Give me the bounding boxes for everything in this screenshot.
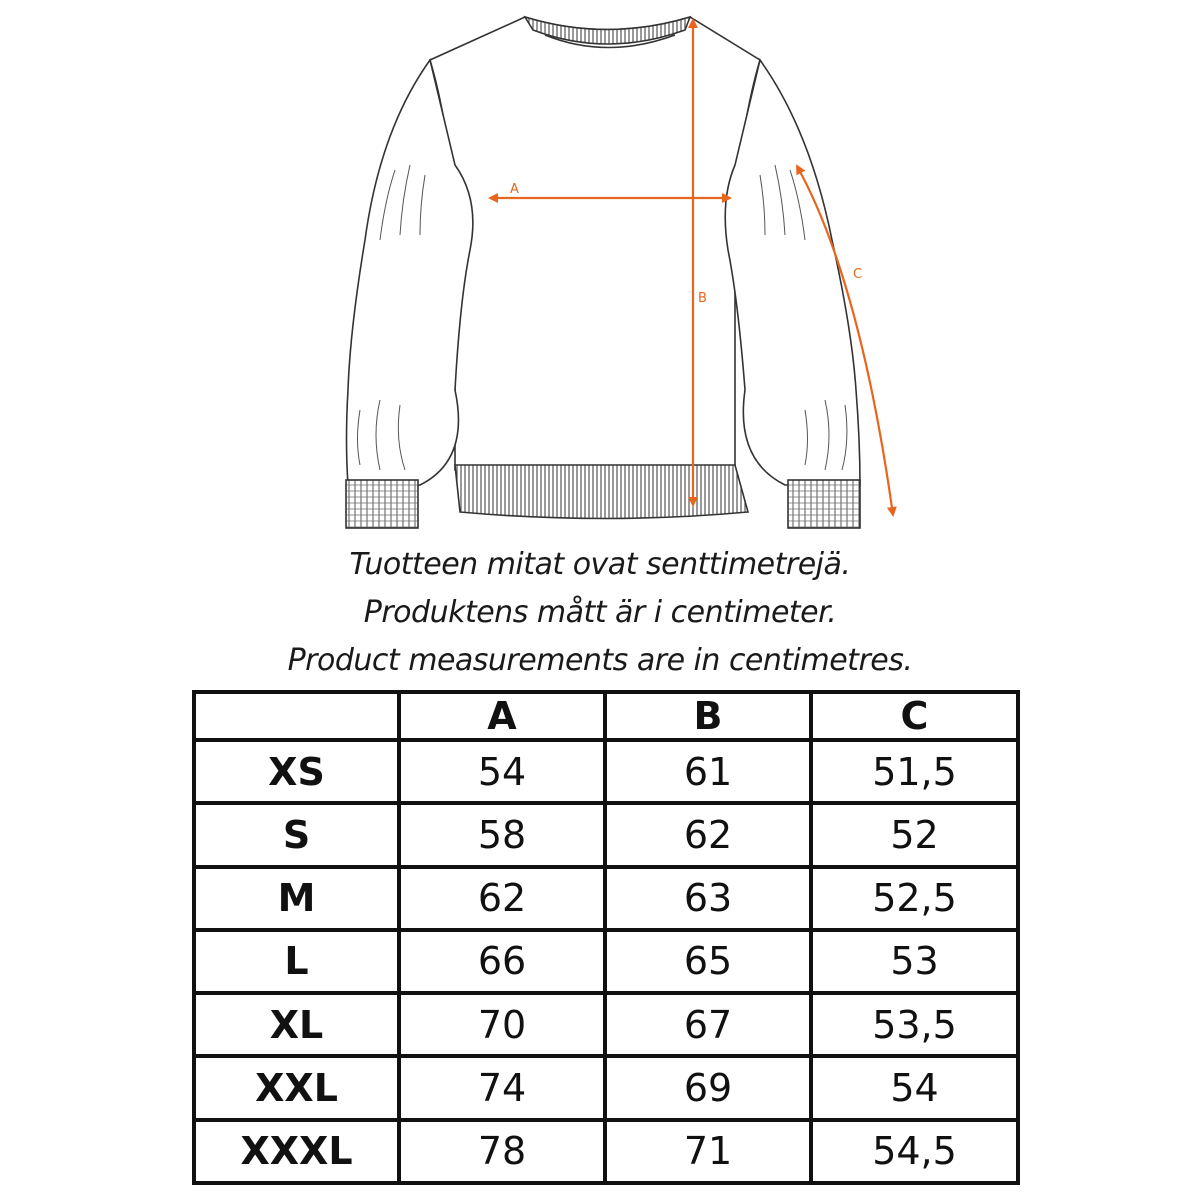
value-c: 54,5 xyxy=(811,1120,1018,1183)
header-size xyxy=(194,692,399,740)
caption-english: Product measurements are in centimetres. xyxy=(287,643,913,678)
header-a: A xyxy=(399,692,605,740)
dimension-c-label: C xyxy=(853,267,863,282)
table-header-row xyxy=(194,692,1018,740)
value-c: 52 xyxy=(811,803,1018,866)
value-a: 70 xyxy=(399,993,605,1056)
sweater-body xyxy=(346,17,863,528)
caption-finnish: Tuotteen mitat ovat senttimetrejä. xyxy=(349,547,851,582)
value-a: 78 xyxy=(399,1120,605,1183)
size-label: XXL xyxy=(194,1056,399,1119)
size-label: XS xyxy=(194,740,399,803)
value-a: 54 xyxy=(399,740,605,803)
value-b: 62 xyxy=(605,803,811,866)
caption-swedish: Produktens mått är i centimeter. xyxy=(363,595,837,630)
size-label: XL xyxy=(194,993,399,1056)
value-b: 67 xyxy=(605,993,811,1056)
value-a: 66 xyxy=(399,930,605,993)
value-b: 61 xyxy=(605,740,811,803)
value-b: 71 xyxy=(605,1120,811,1183)
table-row xyxy=(194,930,1018,993)
size-label: L xyxy=(194,930,399,993)
table-row xyxy=(194,993,1018,1056)
table-row xyxy=(194,1120,1018,1183)
sweater-diagram xyxy=(0,0,1200,545)
table-row xyxy=(194,867,1018,930)
size-label: XXXL xyxy=(194,1120,399,1183)
value-a: 62 xyxy=(399,867,605,930)
header-c: C xyxy=(811,692,1018,740)
size-label: S xyxy=(194,803,399,866)
size-chart-table xyxy=(192,690,1020,1185)
value-b: 65 xyxy=(605,930,811,993)
value-c: 53,5 xyxy=(811,993,1018,1056)
table-row xyxy=(194,740,1018,803)
header-b: B xyxy=(605,692,811,740)
table-row xyxy=(194,1056,1018,1119)
value-b: 63 xyxy=(605,867,811,930)
value-c: 54 xyxy=(811,1056,1018,1119)
dimension-a-label: A xyxy=(510,182,519,197)
value-b: 69 xyxy=(605,1056,811,1119)
value-c: 51,5 xyxy=(811,740,1018,803)
size-label: M xyxy=(194,867,399,930)
table-row xyxy=(194,803,1018,866)
value-c: 52,5 xyxy=(811,867,1018,930)
dimension-b-label: B xyxy=(698,291,707,306)
value-a: 58 xyxy=(399,803,605,866)
value-c: 53 xyxy=(811,930,1018,993)
value-a: 74 xyxy=(399,1056,605,1119)
